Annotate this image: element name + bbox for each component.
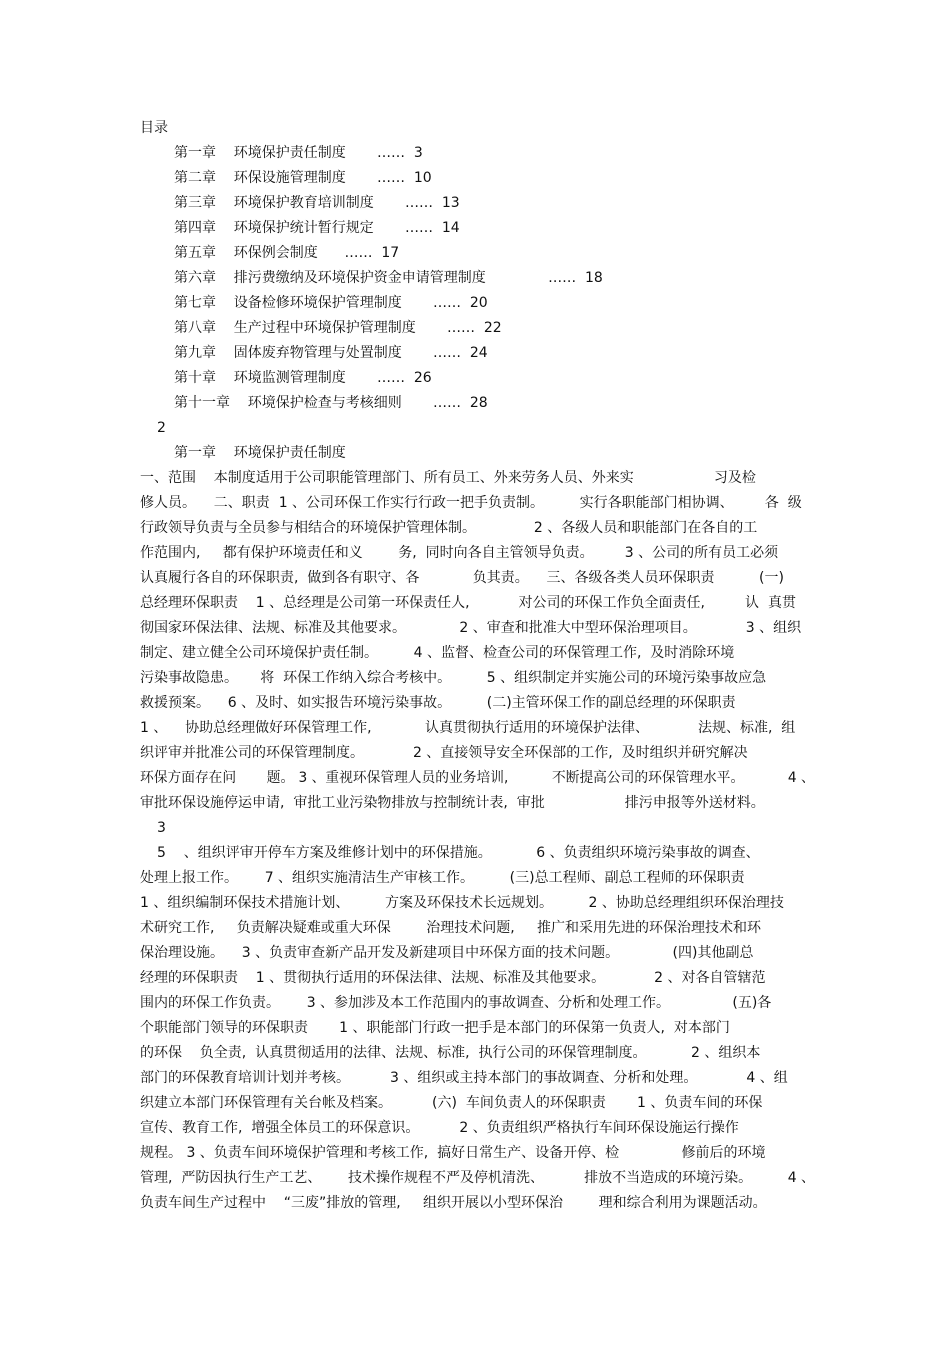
toc-entry: 第十章 环境监测管理制度 …… 26 xyxy=(174,370,432,386)
body-line: 修人员。 二、职责 1 、公司环保工作实行行政一把手负责制。 实行各职能部门相协调、 各 级 xyxy=(140,495,802,511)
body-line: 规程。 3 、负责车间环境保护管理和考核工作, 搞好日常生产、设备开停、检 修前后的环境 xyxy=(140,1145,766,1161)
toc-entry: 第六章 排污费缴纳及环境保护资金申请管理制度 …… 18 xyxy=(174,270,603,286)
body-line: 行政领导负责与全员参与相结合的环境保护管理体制。 2 、各级人员和职能部门在各自的工 xyxy=(140,520,758,536)
toc-entry: 第十一章 环境保护检查与考核细则 …… 28 xyxy=(174,395,488,411)
body-line: 环保方面存在问 题。 3 、重视环保管理人员的业务培训, 不断提高公司的环保管理水平。 4 、 xyxy=(140,770,815,786)
page-number: 2 xyxy=(157,420,166,436)
body-line: 宣传、教育工作, 增强全体员工的环保意识。 2 、负责组织严格执行车间环保设施运行操作 xyxy=(140,1120,739,1136)
toc-entry: 第四章 环境保护统计暂行规定 …… 14 xyxy=(174,220,460,236)
body-line: 管理, 严防因执行生产工艺、 技术操作规程不严及停机清洗、 排放不当造成的环境污染。 4 、 xyxy=(140,1170,816,1186)
body-line: 负责车间生产过程中 “三废”排放的管理, 组织开展以小型环保治 理和综合利用为课题活动。 xyxy=(140,1195,767,1211)
body-line: 织建立本部门环保管理有关台帐及档案。 (六) 车间负责人的环保职责 1 、负责车间的环保 xyxy=(140,1095,763,1111)
body-line: 认真履行各自的环保职责, 做到各有职守、各 负其责。 三、各级各类人员环保职责 (一) xyxy=(140,570,784,586)
toc-entry: 第二章 环保设施管理制度 …… 10 xyxy=(174,170,432,186)
body-line: 部门的环保教育培训计划并考核。 3 、组织或主持本部门的事故调查、分析和处理。 4 、组 xyxy=(140,1070,788,1086)
body-line: 处理上报工作。 7 、组织实施清洁生产审核工作。 (三)总工程师、副总工程师的环保职责 xyxy=(140,870,745,886)
body-line: 1 、 协助总经理做好环保管理工作, 认真贯彻执行适用的环境保护法律、 法规、标准, 组 xyxy=(140,720,796,736)
body-line: 救援预案。 6 、及时、如实报告环境污染事故。 (二)主管环保工作的副总经理的环保职责 xyxy=(140,695,736,711)
body-line: 织评审并批准公司的环保管理制度。 2 、直接领导安全环保部的工作, 及时组织并研究解决 xyxy=(140,745,748,761)
toc-entry: 第五章 环保例会制度 …… 17 xyxy=(174,245,400,261)
toc-entry: 第一章 环境保护责任制度 …… 3 xyxy=(174,145,423,161)
body-line: 一、范围 本制度适用于公司职能管理部门、所有员工、外来劳务人员、外来实 习及检 xyxy=(140,470,756,486)
body-line: 经理的环保职责 1 、贯彻执行适用的环保法律、法规、标准及其他要求。 2 、对各自管辖范 xyxy=(140,970,766,986)
body-line: 污染事故隐患。 将 环保工作纳入综合考核中。 5 、组织制定并实施公司的环境污染事故应急 xyxy=(140,670,767,686)
body-line: 术研究工作, 负责解决疑难或重大环保 治理技术问题, 推广和采用先进的环保治理技术和环 xyxy=(140,920,762,936)
body-line: 作范围内, 都有保护环境责任和义 务, 同时向各自主管领导负责。 3 、公司的所有员工必须 xyxy=(140,545,779,561)
toc-entry: 第九章 固体废弃物管理与处置制度 …… 24 xyxy=(174,345,488,361)
chapter-heading: 第一章 环境保护责任制度 xyxy=(174,445,346,461)
body-line: 5 、组织评审开停车方案及维修计划中的环保措施。 6 、负责组织环境污染事故的调查、 xyxy=(157,845,760,861)
toc-entry: 第三章 环境保护教育培训制度 …… 13 xyxy=(174,195,460,211)
body-line: 制定、建立健全公司环境保护责任制。 4 、监督、检查公司的环保管理工作, 及时消除环境 xyxy=(140,645,735,661)
body-line: 保治理设施。 3 、负责审查新产品开发及新建项目中环保方面的技术问题。 (四)其他副总 xyxy=(140,945,754,961)
body-line: 1 、组织编制环保技术措施计划、 方案及环保技术长远规划。 2 、协助总经理组织环保治理技 xyxy=(140,895,784,911)
page-number: 3 xyxy=(157,820,166,836)
body-line: 个职能部门领导的环保职责 1 、职能部门行政一把手是本部门的环保第一负责人, 对本部门 xyxy=(140,1020,730,1036)
toc-entry: 第七章 设备检修环境保护管理制度 …… 20 xyxy=(174,295,488,311)
toc-entry: 第八章 生产过程中环境保护管理制度 …… 22 xyxy=(174,320,502,336)
body-line: 的环保 负全责, 认真贯彻适用的法律、法规、标准, 执行公司的环保管理制度。 2 、组织本 xyxy=(140,1045,761,1061)
toc-title: 目录 xyxy=(140,120,168,136)
body-line: 审批环保设施停运申请, 审批工业污染物排放与控制统计表, 审批 排污申报等外送材料。 xyxy=(140,795,765,811)
body-line: 总经理环保职责 1 、总经理是公司第一环保责任人, 对公司的环保工作负全面责任, 认 真贯 xyxy=(140,595,796,611)
body-line: 围内的环保工作负责。 3 、参加涉及本工作范围内的事故调查、分析和处理工作。 (五)各 xyxy=(140,995,772,1011)
body-line: 彻国家环保法律、法规、标准及其他要求。 2 、审查和批准大中型环保治理项目。 3 、组织 xyxy=(140,620,802,636)
